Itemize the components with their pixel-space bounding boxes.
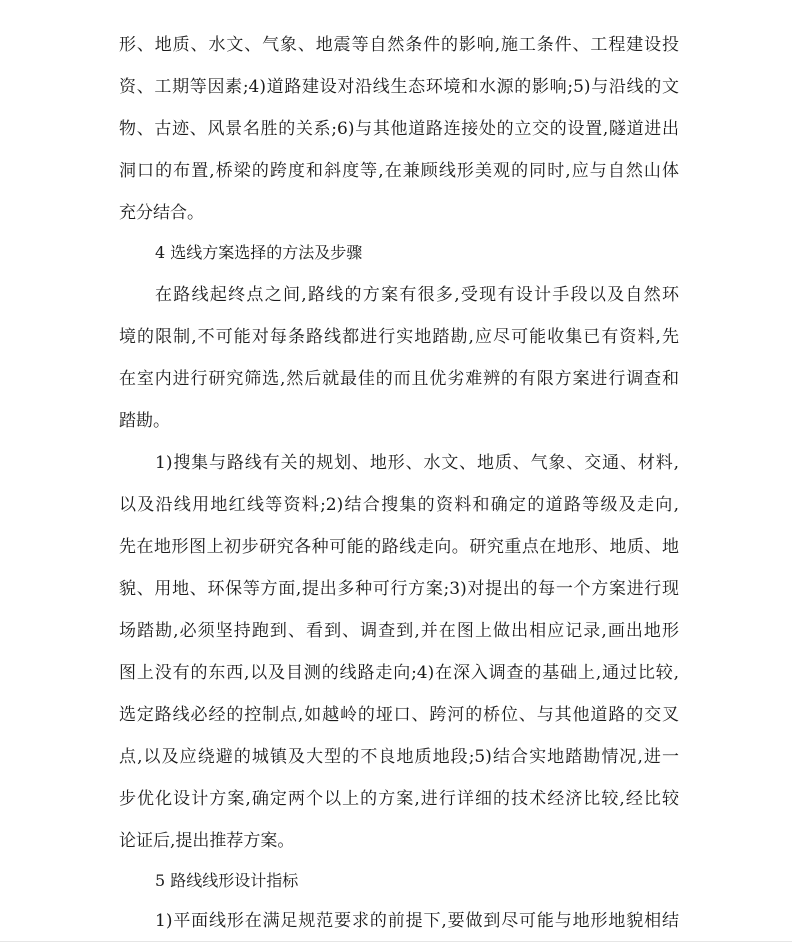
text-line: 先在地形图上初步研究各种可能的路线走向。研究重点在地形、地质、地	[119, 537, 679, 557]
text-line: 洞口的布置,桥梁的跨度和斜度等,在兼顾线形美观的同时,应与自然山体	[119, 161, 679, 181]
text-line: 步优化设计方案,确定两个以上的方案,进行详细的技术经济比较,经比较	[119, 789, 679, 809]
text-line: 场踏勘,必须坚持跑到、看到、调查到,并在图上做出相应记录,画出地形	[119, 621, 679, 641]
paragraph-first-line: 1)平面线形在满足规范要求的前提下,要做到尽可能与地形地貌相结	[155, 911, 679, 931]
paragraph-first-line: 在路线起终点之间,路线的方案有很多,受现有设计手段以及自然环	[155, 285, 679, 305]
text-line: 点,以及应绕避的城镇及大型的不良地质地段;5)结合实地踏勘情况,进一	[119, 747, 679, 767]
text-line: 选定路线必经的控制点,如越岭的垭口、跨河的桥位、与其他道路的交叉	[119, 705, 679, 725]
text-line: 踏勘。	[119, 411, 170, 431]
section-heading-5: 5 路线线形设计指标	[155, 871, 299, 890]
text-line: 在室内进行研究筛选,然后就最佳的而且优劣难辨的有限方案进行调查和	[119, 369, 679, 389]
text-line: 貌、用地、环保等方面,提出多种可行方案;3)对提出的每一个方案进行现	[119, 579, 679, 599]
text-line: 境的限制,不可能对每条路线都进行实地踏勘,应尽可能收集已有资料,先	[119, 327, 679, 347]
text-line: 图上没有的东西,以及目测的线路走向;4)在深入调查的基础上,通过比较,	[119, 663, 679, 683]
text-line: 物、古迹、风景名胜的关系;6)与其他道路连接处的立交的设置,隧道进出	[119, 119, 679, 139]
paragraph-first-line: 1)搜集与路线有关的规划、地形、水文、地质、气象、交通、材料,	[155, 453, 679, 473]
section-heading-4: 4 选线方案选择的方法及步骤	[155, 243, 363, 262]
text-line: 形、地质、水文、气象、地震等自然条件的影响,施工条件、工程建设投	[119, 35, 679, 55]
text-line: 论证后,提出推荐方案。	[119, 831, 295, 851]
text-line: 充分结合。	[119, 203, 204, 223]
text-line: 以及沿线用地红线等资料;2)结合搜集的资料和确定的道路等级及走向,	[119, 495, 679, 515]
text-line: 资、工期等因素;4)道路建设对沿线生态环境和水源的影响;5)与沿线的文	[119, 77, 679, 97]
